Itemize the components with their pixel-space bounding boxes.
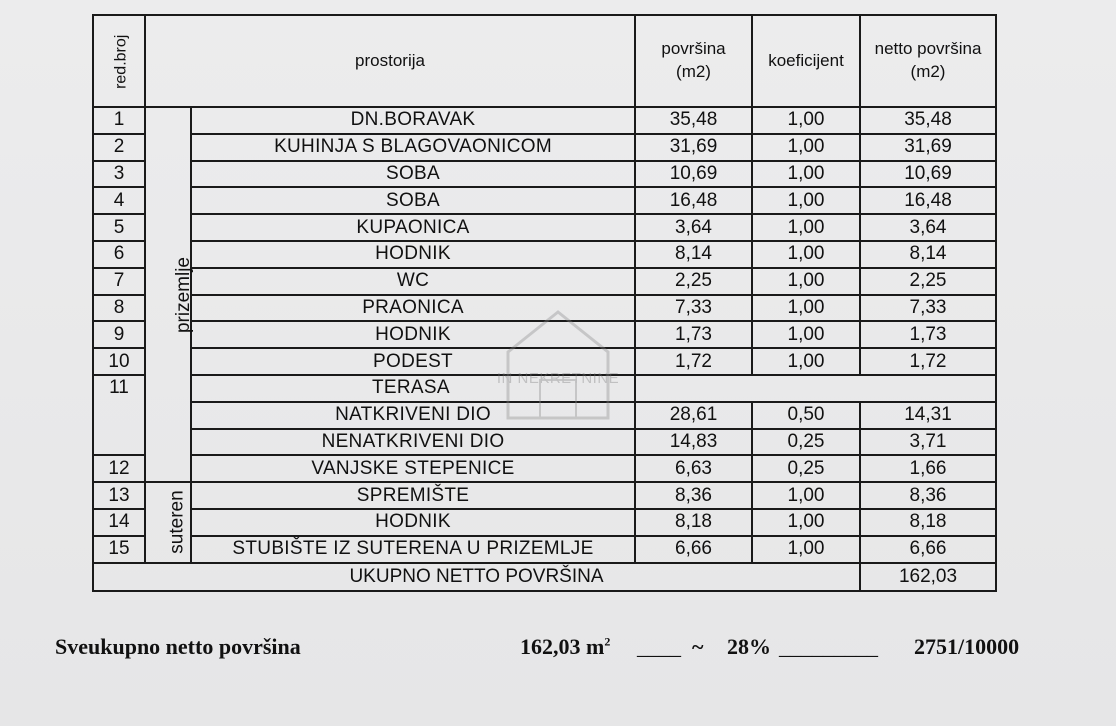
- room-area: 8,36: [635, 482, 752, 509]
- terasa-blank: [635, 375, 996, 402]
- room-area: 7,33: [635, 295, 752, 322]
- watermark-logo: IN NEKRETNINE: [478, 310, 638, 420]
- summary-label: Sveukupno netto površina: [55, 634, 301, 659]
- room-area: 3,64: [635, 214, 752, 241]
- room-name: NATKRIVENI DIO: [191, 402, 635, 429]
- room-net-area: 3,64: [860, 214, 996, 241]
- section-suteren: [145, 482, 191, 562]
- room-net-area: 31,69: [860, 134, 996, 161]
- summary-sep2: _________: [779, 634, 878, 659]
- room-name: HODNIK: [191, 509, 635, 536]
- room-coefficient: 1,00: [752, 482, 860, 509]
- room-name: DN.BORAVAK: [191, 107, 635, 134]
- table-row: [93, 482, 996, 509]
- table-row: [93, 375, 996, 402]
- table-row: [93, 321, 996, 348]
- area-table: [92, 14, 997, 592]
- room-area: 28,61: [635, 402, 752, 429]
- room-name: PODEST: [191, 348, 635, 375]
- room-net-area: 10,69: [860, 161, 996, 188]
- room-coefficient: 1,00: [752, 295, 860, 322]
- header-prostorija: prostorija: [145, 15, 635, 107]
- summary-percent: 28%: [727, 634, 771, 659]
- header-povrsina: površina (m2): [635, 15, 752, 107]
- row-number: 10: [93, 348, 145, 375]
- room-net-area: 16,48: [860, 187, 996, 214]
- room-name: HODNIK: [191, 241, 635, 268]
- row-number: 2: [93, 134, 145, 161]
- room-coefficient: 0,25: [752, 429, 860, 456]
- room-area: 35,48: [635, 107, 752, 134]
- row-number: 5: [93, 214, 145, 241]
- room-name: SOBA: [191, 161, 635, 188]
- row-number: 6: [93, 241, 145, 268]
- room-coefficient: 1,00: [752, 107, 860, 134]
- room-name: VANJSKE STEPENICE: [191, 455, 635, 482]
- room-name: SOBA: [191, 187, 635, 214]
- room-coefficient: 1,00: [752, 241, 860, 268]
- summary-sep1: ____: [637, 634, 681, 659]
- room-coefficient: 1,00: [752, 321, 860, 348]
- summary-tilde: ~: [692, 634, 704, 659]
- table-row: [93, 509, 996, 536]
- room-name: STUBIŠTE IZ SUTERENA U PRIZEMLJE: [191, 536, 635, 563]
- room-coefficient: 1,00: [752, 536, 860, 563]
- summary-share: 2751/10000: [914, 634, 1020, 659]
- row-number: 8: [93, 295, 145, 322]
- room-name: TERASA: [191, 375, 635, 402]
- room-name: PRAONICA: [191, 295, 635, 322]
- room-area: 1,72: [635, 348, 752, 375]
- total-value: 162,03: [860, 563, 996, 591]
- row-number: 9: [93, 321, 145, 348]
- room-coefficient: 1,00: [752, 187, 860, 214]
- room-net-area: 8,18: [860, 509, 996, 536]
- room-area: 8,18: [635, 509, 752, 536]
- row-number: 11: [93, 375, 145, 455]
- room-net-area: 8,36: [860, 482, 996, 509]
- section-prizemlje: [145, 107, 195, 482]
- room-coefficient: 1,00: [752, 134, 860, 161]
- room-area: 16,48: [635, 187, 752, 214]
- room-net-area: 1,72: [860, 348, 996, 375]
- room-net-area: 1,73: [860, 321, 996, 348]
- room-area: 10,69: [635, 161, 752, 188]
- room-coefficient: 0,25: [752, 455, 860, 482]
- section-label-suteren: suteren: [166, 490, 188, 555]
- table-body: [93, 107, 996, 591]
- table-row: [93, 134, 996, 161]
- room-area: 6,66: [635, 536, 752, 563]
- room-area: 14,83: [635, 429, 752, 456]
- table-row: [93, 107, 996, 134]
- table-row: [93, 348, 996, 375]
- table-row: [93, 214, 996, 241]
- table-row: [93, 241, 996, 268]
- row-number: 14: [93, 509, 145, 536]
- room-net-area: 8,14: [860, 241, 996, 268]
- room-area: 31,69: [635, 134, 752, 161]
- table-row: [93, 295, 996, 322]
- table-row: [93, 268, 996, 295]
- row-number: 1: [93, 107, 145, 134]
- header-netto: netto površina (m2): [860, 15, 996, 107]
- row-number: 4: [93, 187, 145, 214]
- table-row: [93, 455, 996, 482]
- room-name: KUPAONICA: [191, 214, 635, 241]
- summary-line: [0, 630, 1116, 670]
- header-redbroj: red.broj: [93, 15, 145, 107]
- room-net-area: 3,71: [860, 429, 996, 456]
- room-coefficient: 0,50: [752, 402, 860, 429]
- table-row: [93, 161, 996, 188]
- total-row: [93, 563, 996, 591]
- room-net-area: 6,66: [860, 536, 996, 563]
- room-net-area: 35,48: [860, 107, 996, 134]
- table-row: [93, 187, 996, 214]
- header-row: [93, 15, 996, 107]
- room-net-area: 2,25: [860, 268, 996, 295]
- room-coefficient: 1,00: [752, 348, 860, 375]
- room-net-area: 7,33: [860, 295, 996, 322]
- table-row: [93, 536, 996, 563]
- row-number: 7: [93, 268, 145, 295]
- room-net-area: 1,66: [860, 455, 996, 482]
- room-coefficient: 1,00: [752, 161, 860, 188]
- table-row: [93, 429, 996, 456]
- row-number: 3: [93, 161, 145, 188]
- room-coefficient: 1,00: [752, 268, 860, 295]
- room-name: WC: [191, 268, 635, 295]
- room-area: 2,25: [635, 268, 752, 295]
- table-row: [93, 402, 996, 429]
- room-area: 6,63: [635, 455, 752, 482]
- header-koeficijent: koeficijent: [752, 15, 860, 107]
- row-number: 12: [93, 455, 145, 482]
- room-coefficient: 1,00: [752, 509, 860, 536]
- room-name: NENATKRIVENI DIO: [191, 429, 635, 456]
- room-net-area: 14,31: [860, 402, 996, 429]
- room-name: KUHINJA S BLAGOVAONICOM: [191, 134, 635, 161]
- total-label: UKUPNO NETTO POVRŠINA: [93, 563, 860, 591]
- room-area: 8,14: [635, 241, 752, 268]
- room-coefficient: 1,00: [752, 214, 860, 241]
- room-area: 1,73: [635, 321, 752, 348]
- summary-area: 162,03 $m^2$: [520, 634, 611, 659]
- row-number: 15: [93, 536, 145, 563]
- room-name: SPREMIŠTE: [191, 482, 635, 509]
- row-number: 13: [93, 482, 145, 509]
- room-name: HODNIK: [191, 321, 635, 348]
- section-label-prizemlje: prizemlje: [173, 256, 195, 333]
